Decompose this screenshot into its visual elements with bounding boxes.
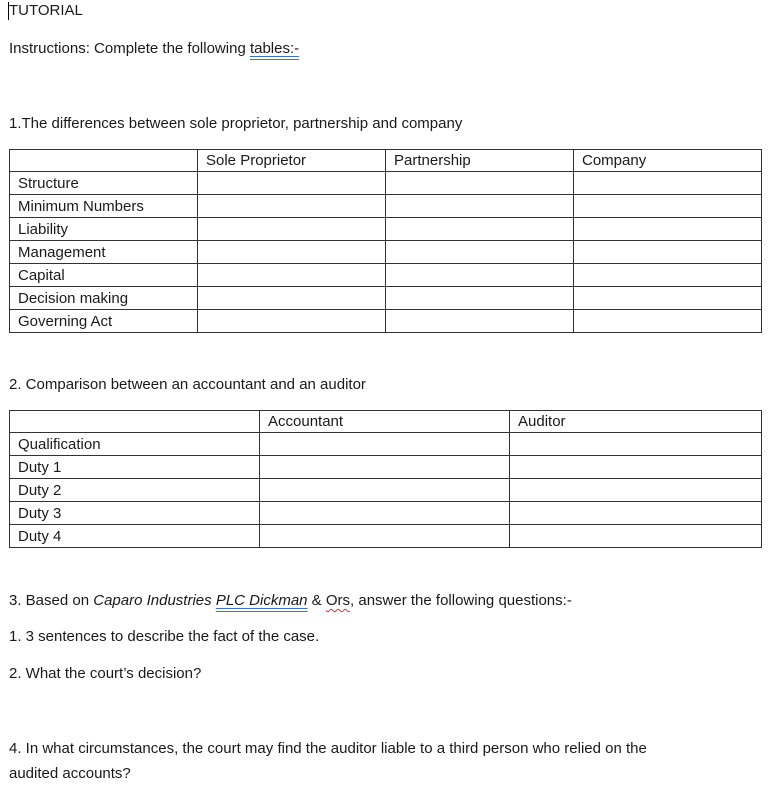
row-label: Liability: [10, 218, 198, 241]
section1-heading: 1.The differences between sole proprietor, partnership and company: [9, 115, 463, 132]
document-title: TUTORIAL: [9, 2, 83, 19]
table-cell[interactable]: [198, 241, 386, 264]
row-label: Minimum Numbers: [10, 195, 198, 218]
header-cell-blank: [10, 411, 260, 433]
table-cell[interactable]: [386, 172, 574, 195]
ors-word: Ors: [325, 592, 351, 609]
table-cell[interactable]: [574, 218, 762, 241]
table-cell[interactable]: [510, 433, 762, 456]
table-cell[interactable]: [198, 310, 386, 333]
table-cell[interactable]: [510, 502, 762, 525]
table-cell[interactable]: [510, 479, 762, 502]
table-row: [10, 310, 762, 333]
table-row: [10, 264, 762, 287]
accountant-auditor-table: [9, 410, 762, 548]
instructions-underlined: tables:-: [249, 40, 300, 57]
table-header-row: [10, 411, 762, 433]
table-row: [10, 218, 762, 241]
table-cell[interactable]: [260, 456, 510, 479]
instructions-text: Instructions: Complete the following: [9, 40, 250, 57]
header-cell-partnership: Partnership: [386, 150, 574, 172]
row-label: Qualification: [10, 433, 260, 456]
table-cell[interactable]: [386, 195, 574, 218]
row-label: Capital: [10, 264, 198, 287]
row-label: Duty 4: [10, 525, 260, 548]
header-cell-blank: [10, 150, 198, 172]
table-cell[interactable]: [574, 264, 762, 287]
table-cell[interactable]: [386, 310, 574, 333]
question-2: 2. What the court’s decision?: [9, 665, 202, 682]
table-cell[interactable]: [386, 287, 574, 310]
table-cell[interactable]: [198, 172, 386, 195]
case-name-underlined: PLC Dickman: [215, 592, 308, 609]
header-cell-auditor: Auditor: [510, 411, 762, 433]
row-label: Duty 2: [10, 479, 260, 502]
table-cell[interactable]: [510, 456, 762, 479]
table-cell[interactable]: [198, 195, 386, 218]
table-row: [10, 525, 762, 548]
row-label: Structure: [10, 172, 198, 195]
case-name-italic: Caparo Industries: [93, 592, 216, 609]
table-row: [10, 287, 762, 310]
table-row: [10, 456, 762, 479]
table-row: [10, 433, 762, 456]
section2-heading: 2. Comparison between an accountant and an auditor: [9, 376, 366, 393]
table-cell[interactable]: [260, 502, 510, 525]
table-cell[interactable]: [198, 218, 386, 241]
business-comparison-table: [9, 149, 762, 333]
section3-suffix: , answer the following questions:-: [350, 592, 572, 609]
ampersand: &: [307, 592, 326, 609]
header-cell-company: Company: [574, 150, 762, 172]
table-cell[interactable]: [260, 525, 510, 548]
table-row: [10, 195, 762, 218]
table-header-row: [10, 150, 762, 172]
row-label: Management: [10, 241, 198, 264]
header-cell-accountant: Accountant: [260, 411, 510, 433]
table-cell[interactable]: [574, 310, 762, 333]
instructions-line: [9, 40, 299, 57]
table-cell[interactable]: [574, 287, 762, 310]
table-cell[interactable]: [198, 287, 386, 310]
table-cell[interactable]: [574, 172, 762, 195]
row-label: Duty 3: [10, 502, 260, 525]
table-row: [10, 479, 762, 502]
section4-line1: 4. In what circumstances, the court may find the auditor liable to a third person who relied on the: [9, 740, 647, 757]
table-cell[interactable]: [510, 525, 762, 548]
table-cell[interactable]: [386, 241, 574, 264]
table-row: [10, 241, 762, 264]
table-cell[interactable]: [260, 479, 510, 502]
row-label: Duty 1: [10, 456, 260, 479]
table-row: [10, 502, 762, 525]
section3-prefix: 3. Based on: [9, 592, 94, 609]
section3-heading: [9, 592, 572, 609]
table-cell[interactable]: [260, 433, 510, 456]
header-cell-sole-proprietor: Sole Proprietor: [198, 150, 386, 172]
table-row: [10, 172, 762, 195]
question-1: 1. 3 sentences to describe the fact of the case.: [9, 628, 320, 645]
table-cell[interactable]: [574, 241, 762, 264]
section4-line2: audited accounts?: [9, 765, 131, 782]
table-cell[interactable]: [574, 195, 762, 218]
table-cell[interactable]: [386, 264, 574, 287]
row-label: Decision making: [10, 287, 198, 310]
row-label: Governing Act: [10, 310, 198, 333]
table-cell[interactable]: [386, 218, 574, 241]
table-cell[interactable]: [198, 264, 386, 287]
